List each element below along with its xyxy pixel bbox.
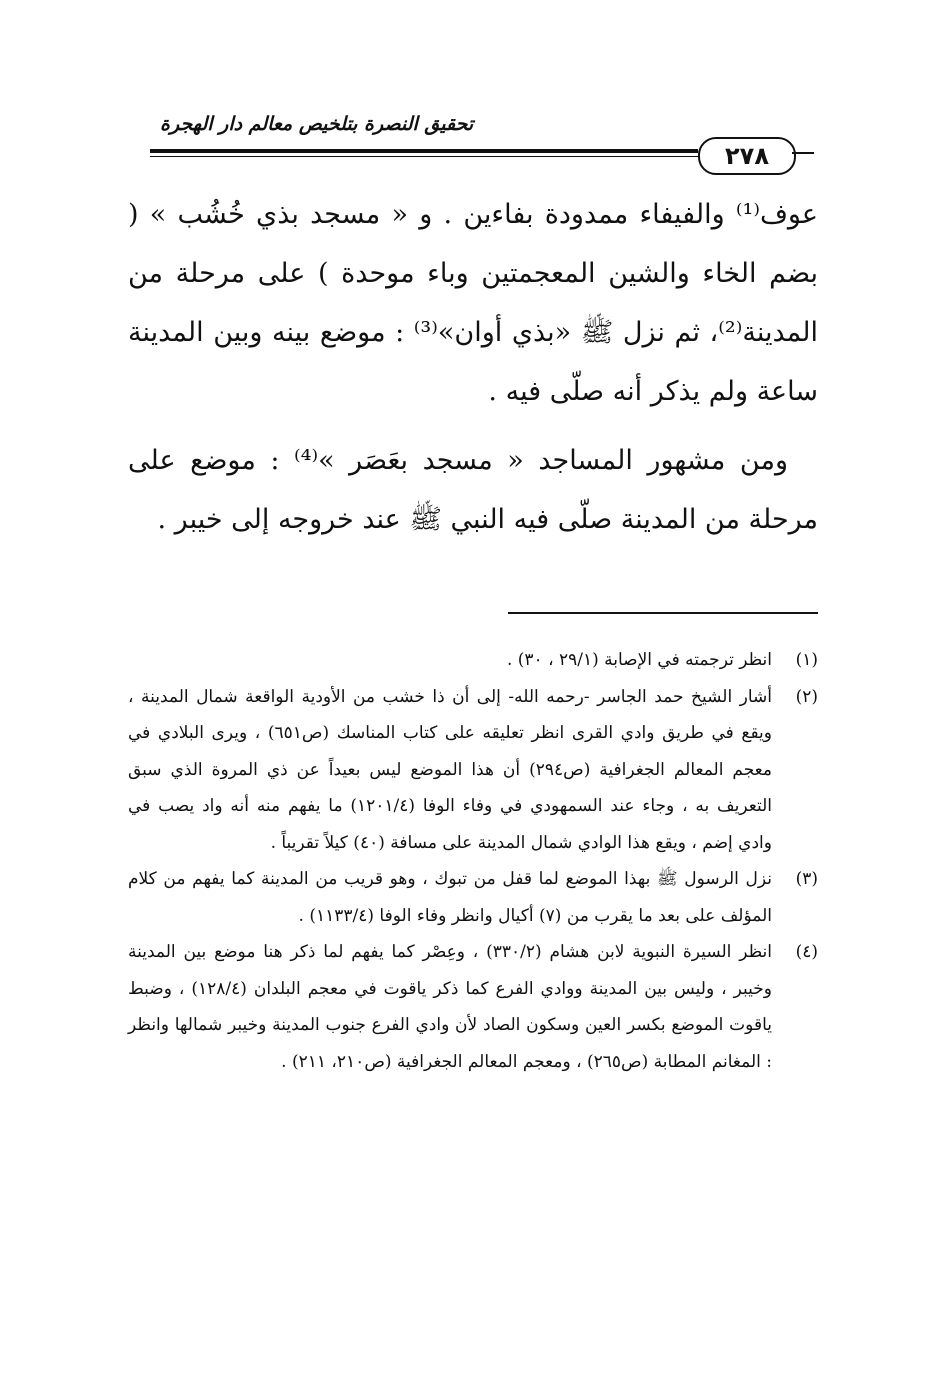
footnote-text: انظر السيرة النبوية لابن هشام (٣٣٠/٢) ، وعِصْر كما يفهم لما ذكر هنا موضع بين المدينة وخيبر ، وليس بين المدينة ووادي الفرع كما ذكر ياقوت في معجم البلدان (١٢٨/٤) ، وضبط ياقوت الموضع بكسر العين وسكون الصاد لأن وادي الفرع جنوب المدينة وخيبر شمالها وانظر : المغانم المطابة (ص٢٦٥) ، ومعجم المعالم الجغرافية (ص٢١٠، ٢١١) . xyxy=(128,942,773,1072)
footnote-number: (٣) xyxy=(795,869,818,889)
footnote-text: نزل الرسول ﷺ بهذا الموضع لما قفل من تبوك ، وهو قريب من المدينة كما يفهم من كلام المؤلف على بعد ما يقرب من (٧) أكيال وانظر وفاء الوفا (١١٣٣/٤) . xyxy=(128,869,772,926)
main-paragraph-1: عوف⁽¹⁾ والفيفاء ممدودة بفاءين . و « مسجد بذي خُشُب » ( بضم الخاء والشين المعجمتين وباء موحدة ) على مرحلة من المدينة⁽²⁾، ثم نزل ﷺ «بذي أوان»⁽³⁾ : موضع بينه وبين المدينة ساعة ولم يذكر أنه صلّى فيه . xyxy=(128,199,818,407)
footnote-4 xyxy=(128,934,818,1080)
footnotes xyxy=(128,642,818,1080)
main-text xyxy=(128,185,818,549)
header-rule-thick xyxy=(150,149,698,153)
footnote-number: (١) xyxy=(795,650,818,670)
footnote-number: (٤) xyxy=(795,942,818,962)
page-number-ornament-line xyxy=(792,152,814,154)
footnote-separator xyxy=(508,612,818,614)
footnote-text: أشار الشيخ حمد الجاسر -رحمه الله- إلى أن ذا خشب من الأودية الواقعة شمال المدينة ، ويقع في طريق وادي القرى انظر تعليقه على كتاب المناسك (ص٦٥١) ، ويرى البلادي في معجم المعالم الجغرافية (ص٢٩٤) أن هذا الموضع ليس بعيداً عن ذي المروة الذي سبق التعريف به ، وجاء عند السمهودي في وفاء الوفا (١٢٠١/٤) ما يفهم منه أنه واد يصب في وادي إضم ، ويقع هذا الوادي شمال المدينة على مسافة (٤٠) كيلاً تقريباً . xyxy=(128,686,772,853)
footnote-text: انظر ترجمته في الإصابة (٢٩/١ ، ٣٠) . xyxy=(506,650,772,670)
footnote-3 xyxy=(128,861,818,934)
running-title: تحقيق النصرة بتلخيص معالم دار الهجرة xyxy=(160,113,474,135)
page-header xyxy=(140,105,815,180)
footnote-2 xyxy=(128,679,818,862)
page-number: ٢٧٨ xyxy=(698,137,796,175)
footnote-1 xyxy=(128,642,818,679)
footnote-number: (٢) xyxy=(795,686,818,707)
header-rule-thin xyxy=(150,156,698,157)
main-paragraph-2: ومن مشهور المساجد « مسجد بعَصَر »⁽⁴⁾ : موضع على مرحلة من المدينة صلّى فيه النبي ﷺ عند خروجه إلى خيبر . xyxy=(128,445,818,535)
